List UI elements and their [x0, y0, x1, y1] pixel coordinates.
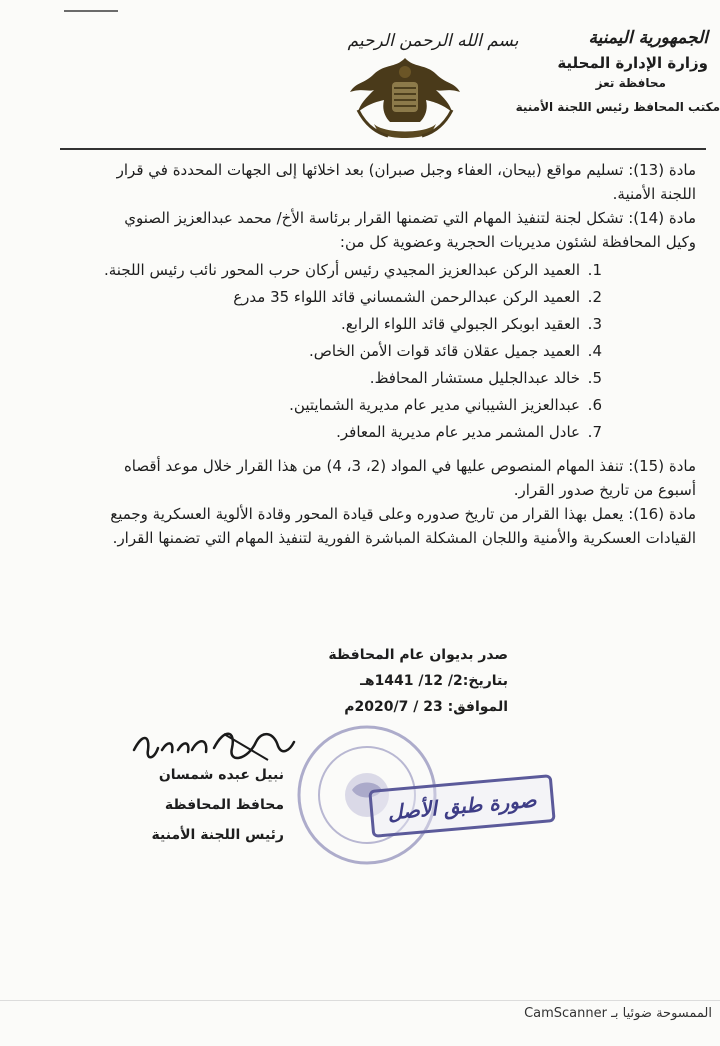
article-label: مادة (16):	[628, 505, 696, 523]
republic-name: الجمهورية اليمنية	[588, 28, 708, 48]
list-item: 1. العميد الركن عبدالعزيز المجيدي رئيس أركان حرب المحور نائب رئيس اللجنة.	[104, 261, 602, 279]
article-text: تنفذ المهام المنصوص عليها في المواد (2، 3، 4) من هذا القرار خلال موعد أقصاه أسبوع من تاريخ صدور القرار.	[123, 457, 696, 499]
article-16	[96, 502, 696, 550]
article-13	[96, 158, 696, 206]
list-item: 3. العقيد ابوبكر الجبولي قائد اللواء الرابع.	[341, 315, 602, 333]
true-copy-stamp: صورة طبق الأصل	[368, 774, 555, 838]
signatory-role: رئيس اللجنة الأمنية	[151, 827, 284, 843]
committee-members-list	[96, 258, 696, 444]
signature-block	[152, 760, 284, 850]
article-label: مادة (13):	[628, 161, 696, 179]
article-text: تشكل لجنة لتنفيذ المهام التي تضمنها القرار برئاسة الأخ/ محمد عبدالعزيز الصنوي وكيل المحافظة لشئون مديريات الحجرية وعضوية كل من:	[124, 209, 696, 251]
signatory-title: محافظ المحافظة	[164, 797, 284, 813]
ministry-name: وزارة الإدارة المحلية	[557, 54, 708, 72]
list-item: 6. عبدالعزيز الشيباني مدير عام مديرية الشمايتين.	[289, 396, 602, 414]
office-name: مكتب المحافظ رئيس اللجنة الأمنية	[515, 100, 720, 114]
document-body	[96, 158, 696, 550]
article-label: مادة (15):	[628, 457, 696, 475]
basmala: بسم الله الرحمن الرحيم	[347, 31, 519, 51]
footer-divider	[0, 1000, 720, 1001]
issued-date-hijri: بتاريخ:2/ 12/ 1441هـ	[360, 673, 508, 689]
list-item: 7. عادل المشمر مدير عام مديرية المعافر.	[336, 423, 602, 441]
state-emblem-icon	[344, 52, 466, 146]
article-text: يعمل بهذا القرار من تاريخ صدوره وعلى قيادة المحور وقادة الألوية العسكرية وجميع القيادات العسكرية والأمنية واللجان المشكلة المباشرة الفورية لتنفيذ المهام التي تضمنها القرار.	[110, 505, 696, 547]
governorate-name: محافظة تعز	[595, 76, 666, 90]
issued-place: صدر بديوان عام المحافظة	[328, 647, 508, 663]
article-14	[96, 206, 696, 254]
header-divider	[60, 148, 706, 150]
list-item: 2. العميد الركن عبدالرحمن الشمساني قائد اللواء 35 مدرع	[233, 288, 602, 306]
issued-block	[328, 642, 508, 720]
list-item: 5. خالد عبدالجليل مستشار المحافظ.	[369, 369, 602, 387]
article-text: تسليم مواقع (بيحان، العفاء وجبل صبران) بعد اخلائها إلى الجهات المحددة في قرار اللجنة الأمنية.	[116, 161, 696, 203]
letterhead	[484, 28, 720, 114]
list-item: 4. العميد جميل عقلان قائد قوات الأمن الخاص.	[308, 342, 602, 360]
scanner-watermark: الممسوحة ضوئيا بـ CamScanner	[524, 1006, 712, 1021]
issued-date-gregorian: الموافق: 23 / 2020/7م	[344, 699, 508, 715]
signatory-name: نبيل عبده شمسان	[158, 767, 284, 783]
top-mark	[64, 10, 118, 12]
article-label: مادة (14):	[628, 209, 696, 227]
article-15	[96, 454, 696, 502]
